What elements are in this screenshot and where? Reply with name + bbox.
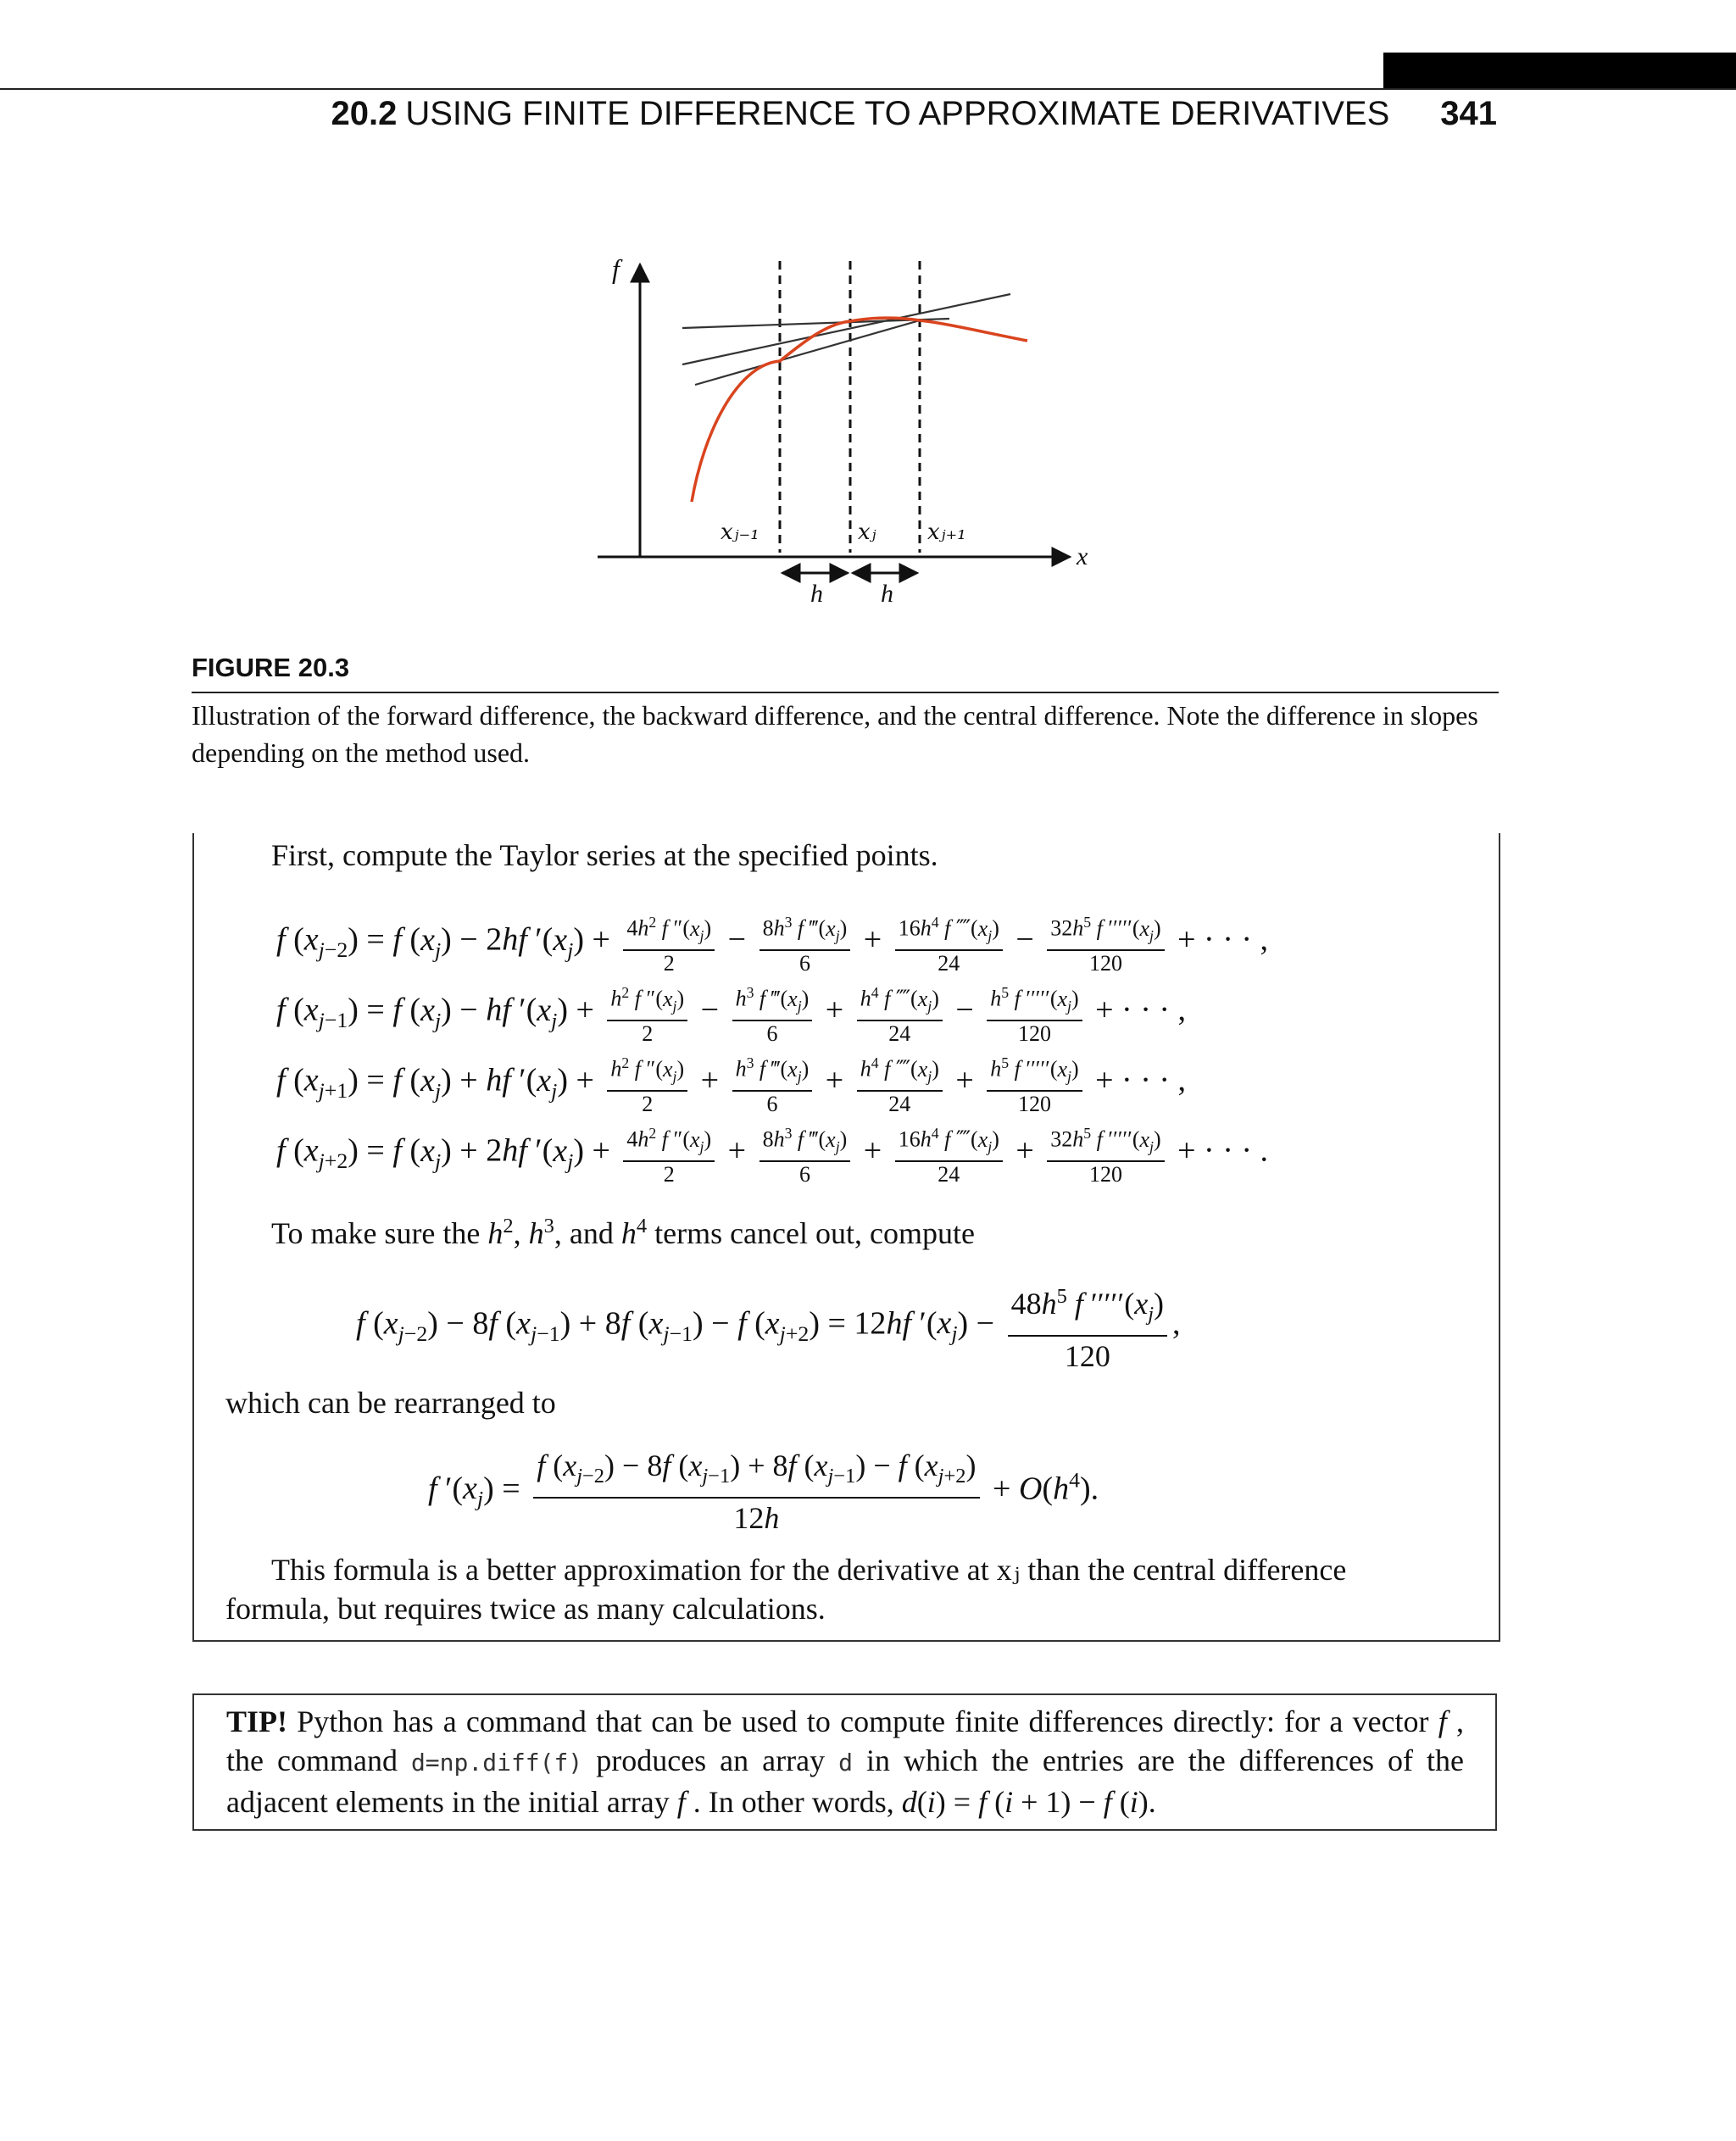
taylor-equation-xj-plus-2: f $(x_{j+2}) = f$ $(x_j) + 2hf$ $'(x_j)$ + $\frac{4h^2 f ''(x_j)}{2}$ + $\frac{8h^3 f ‴(x_j)}{6}$ + $\frac{16h^4 f ⁗(x_j)}{24}$ + $\frac{32h^5 f '''''(x_j)}{120}$ + · · · . xyxy=(276,1120,1268,1187)
combined-equation: f $(x_{j-2}) - 8f$ $(x_{j-1}) + 8f$ $(x_{j-1}) - f$ $(x_{j+2}) = 12hf$ $'(x_j)$ − $\frac{48h^5 f '''''(x_j)}{120}$ , xyxy=(356,1276,1181,1376)
taylor-equation-xj-minus-2: f $(x_{j-2}) = f$ $(x_j) - 2hf$ $'(x_j)$ + $\frac{4h^2 f ''(x_j)}{2}$ − $\frac{8h^3 f ‴(x_j)}{6}$ + $\frac{16h^4 f ⁗(x_j)}{24}$ − $\frac{32h^5 f '''''(x_j)}{120}$ + · · · , xyxy=(276,909,1268,976)
conclusion-line-1: This formula is a better approximation for the derivative at xⱼ than the central difference xyxy=(271,1553,1347,1587)
running-head xyxy=(0,95,1497,133)
figure-caption: Illustration of the forward difference, the backward difference, and the central difference. Note the difference in slopes depending on the method used. xyxy=(192,700,1478,768)
tip-lead: TIP! xyxy=(226,1704,287,1738)
forward-difference-line xyxy=(682,294,1010,364)
rearrange-text: which can be rearranged to xyxy=(225,1386,556,1420)
section-number: 20.2 xyxy=(331,95,398,132)
x-axis-label: x xyxy=(1077,542,1088,570)
figure-svg xyxy=(585,246,1136,619)
cancel-sentence: To make sure the $h^2$, $h^3$, and $h^4$ terms cancel out, compute xyxy=(271,1215,975,1250)
label-xj-plus-1: xⱼ₊₁ xyxy=(927,520,966,545)
step-label-h-right: h xyxy=(881,580,893,608)
code-d: d xyxy=(838,1749,853,1777)
page-number: 341 xyxy=(1440,95,1497,132)
header-black-bar xyxy=(1383,53,1736,90)
function-curve xyxy=(692,318,1027,502)
taylor-equation-xj-minus-1: f $(x_{j-1}) = f$ $(x_j)$ − hf $'(x_j)$ + $\frac{h^2 f ''(x_j)}{2}$ − $\frac{h^3 f ‴(x_j)}{6}$ + $\frac{h^4 f ⁗(x_j)}{24}$ − $\frac{h^5 f '''''(x_j)}{120}$ + · · · , xyxy=(276,979,1186,1047)
label-xj-minus-1: xⱼ₋₁ xyxy=(721,520,760,545)
figure-label: FIGURE 20.3 xyxy=(192,653,350,682)
conclusion-line-2: formula, but requires twice as many calculations. xyxy=(225,1592,826,1626)
code-np-diff: d=np.diff(f) xyxy=(410,1749,583,1777)
taylor-equation-xj-plus-1: f $(x_{j+1}) = f$ $(x_j)$ + hf $'(x_j)$ + $\frac{h^2 f ''(x_j)}{2}$ + $\frac{h^3 f ‴(x_j)}{6}$ + $\frac{h^4 f ⁗(x_j)}{24}$ + $\frac{h^5 f '''''(x_j)}{120}$ + · · · , xyxy=(276,1049,1186,1117)
figure-rule xyxy=(192,692,1499,693)
proof-intro: First, compute the Taylor series at the specified points. xyxy=(271,838,938,872)
label-xj: xⱼ xyxy=(858,520,876,545)
y-axis-label: f xyxy=(612,253,620,284)
derivative-formula: f $'(x_j)$ = $\frac{f (x_{j-2}) - 8f (x_{j-1}) + 8f (x_{j-1}) - f (x_{j+2})}{12h}$ + $O(h^4)$. xyxy=(428,1445,1099,1538)
step-label-h-left: h xyxy=(810,580,823,608)
cancel-text: terms cancel out, compute xyxy=(654,1216,975,1250)
tip-text: TIP! Python has a command that can be used to compute finite differences directly: for a vector f , the command d=np.diff(f) produces an array d in which the entries are the differences of the adjacent elements in the initial array f . In other words, d(i) = f (i + 1) − f (i). xyxy=(226,1704,1465,1819)
tip-box xyxy=(192,1693,1497,1831)
section-title: USING FINITE DIFFERENCE TO APPROXIMATE DERIVATIVES xyxy=(405,95,1390,132)
header-rule xyxy=(0,88,1736,90)
central-difference-line xyxy=(695,320,920,385)
finite-difference-figure xyxy=(585,246,1136,619)
